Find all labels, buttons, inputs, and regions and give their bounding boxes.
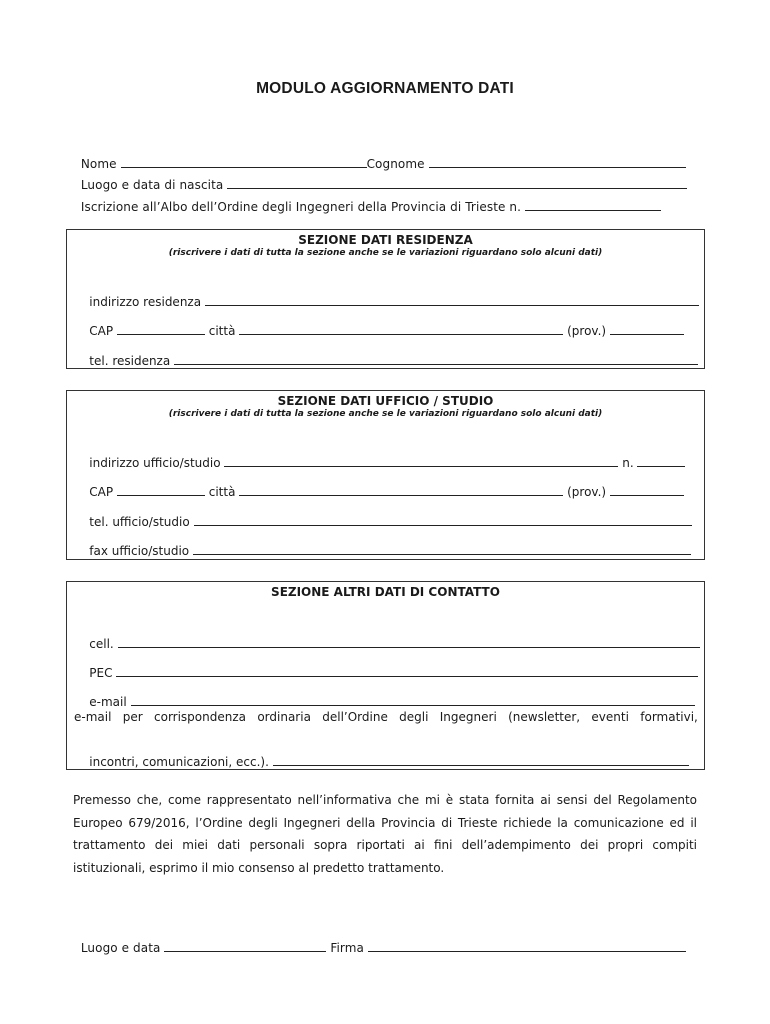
email-ordine-word: (newsletter, (508, 710, 581, 724)
residenza-title: SEZIONE DATI RESIDENZA (298, 233, 473, 247)
firma-field[interactable] (368, 940, 686, 952)
email-field[interactable] (131, 694, 695, 706)
iscrizione-field[interactable] (525, 199, 661, 211)
fax-ufficio-label: fax ufficio/studio (89, 544, 190, 558)
indirizzo-residenza-field[interactable] (205, 294, 699, 306)
pec-field[interactable] (116, 665, 698, 677)
fax-ufficio-row (74, 529, 691, 572)
tel-residenza-field[interactable] (174, 353, 698, 365)
tel-residenza-row (74, 339, 698, 382)
email-ordine-word: e-mail (74, 710, 112, 724)
email-ordine-text (74, 710, 698, 724)
pec-label: PEC (89, 666, 113, 680)
numero-ufficio-field[interactable] (637, 455, 685, 467)
prov-residenza-label: (prov.) (567, 324, 607, 338)
email-ordine-field[interactable] (273, 754, 689, 766)
cap-ufficio-field[interactable] (117, 484, 205, 496)
indirizzo-ufficio-label: indirizzo ufficio/studio (89, 456, 221, 470)
ufficio-title: SEZIONE DATI UFFICIO / STUDIO (277, 394, 494, 408)
tel-ufficio-field[interactable] (194, 514, 692, 526)
iscrizione-label: Iscrizione all’Albo dell’Ordine degli Ingegneri della Provincia di Trieste n. (80, 200, 522, 214)
email-ordine-word: per (122, 710, 143, 724)
indirizzo-residenza-label: indirizzo residenza (89, 295, 202, 309)
email-ordine-word: corrispondenza (154, 710, 247, 724)
cell-field[interactable] (118, 636, 700, 648)
iscrizione-row (73, 185, 661, 214)
email-ordine-word: ordinaria (257, 710, 311, 724)
citta-ufficio-field[interactable] (239, 484, 563, 496)
contatto-title: SEZIONE ALTRI DATI DI CONTATTO (271, 585, 500, 599)
email-label: e-mail (89, 695, 127, 709)
prov-ufficio-field[interactable] (610, 484, 684, 496)
firma-label: Firma (330, 941, 364, 955)
cap-residenza-label: CAP (89, 324, 114, 338)
ufficio-section (66, 390, 705, 560)
signature-row (73, 926, 686, 955)
cell-label: cell. (89, 637, 114, 651)
prov-residenza-field[interactable] (610, 323, 684, 335)
email-ordine-row (74, 740, 689, 783)
numero-ufficio-label: n. (622, 456, 634, 470)
email-ordine-word: formativi, (640, 710, 698, 724)
citta-residenza-label: città (208, 324, 236, 338)
email-ordine-word: degli (399, 710, 429, 724)
contatto-section (66, 581, 705, 770)
luogo-data-label: Luogo e data (80, 941, 161, 955)
nome-label: Nome (80, 157, 117, 171)
cognome-label: Cognome (366, 157, 425, 171)
fax-ufficio-field[interactable] (193, 543, 691, 555)
prov-ufficio-label: (prov.) (567, 485, 607, 499)
email-ordine-word: eventi (591, 710, 629, 724)
email-ordine-word: dell’Ordine (322, 710, 388, 724)
email-ordine-word: Ingegneri (439, 710, 497, 724)
nascita-label: Luogo e data di nascita (80, 178, 224, 192)
privacy-paragraph: Premesso che, come rappresentato nell’informativa che mi è stata fornita ai sensi del Regolamento Europeo 679/2016, l’Ordine degli Ingegneri della Provincia di Trieste richiede la comunicazione ed il trattamento dei miei dati personali sopra riportati ai fini dell’adempimento dei propri compiti istituzionali, esprimo il mio consenso al predetto trattamento. (73, 793, 697, 875)
cap-ufficio-label: CAP (89, 485, 114, 499)
tel-ufficio-label: tel. ufficio/studio (89, 515, 190, 529)
residenza-note: (riscrivere i dati di tutta la sezione anche se le variazioni riguardano solo alcuni dati) (168, 248, 603, 258)
luogo-data-field[interactable] (164, 940, 326, 952)
residenza-section (66, 229, 705, 369)
email-ordine-label: incontri, comunicazioni, ecc.). (89, 755, 269, 769)
citta-ufficio-label: città (208, 485, 236, 499)
indirizzo-ufficio-field[interactable] (224, 455, 618, 467)
citta-residenza-field[interactable] (239, 323, 563, 335)
page-title: MODULO AGGIORNAMENTO DATI (256, 80, 514, 97)
ufficio-note: (riscrivere i dati di tutta la sezione anche se le variazioni riguardano solo alcuni dati) (168, 409, 603, 419)
cap-residenza-field[interactable] (117, 323, 205, 335)
tel-residenza-label: tel. residenza (89, 354, 171, 368)
